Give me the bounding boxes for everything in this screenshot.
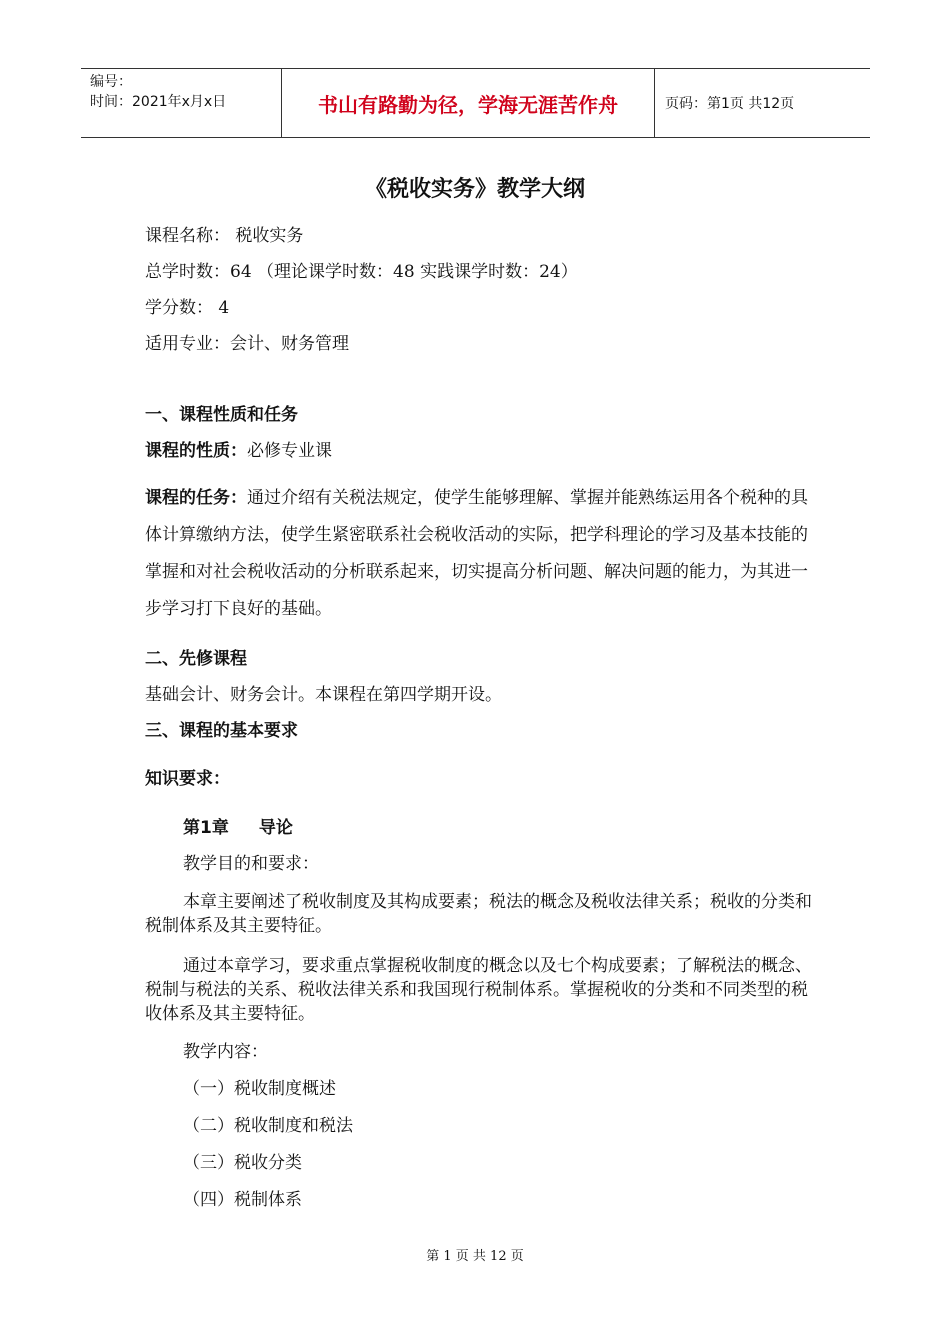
document-time: 时间：2021年x月x日 <box>90 94 227 110</box>
task-text: 通过介绍有关税法规定，使学生能够理解、掌握并能熟练运用各个税种的具体计算缴纳方法，使学生紧密联系社会税收活动的实际，把学科理论的学习及基本技能的掌握和对社会税收活动的分析联系起来，切实提高分析问题、解决问题的能力，为其进一步学习打下良好的基础。 <box>145 488 808 619</box>
nature-text: 必修专业课 <box>247 441 332 461</box>
nature-label: 课程的性质： <box>145 441 247 461</box>
header-meta <box>81 69 282 137</box>
section-heading-prereq: 二、先修课程 <box>145 649 247 669</box>
document-title: 《税收实务》教学大纲 <box>364 177 585 202</box>
prereq-text: 基础会计、财务会计。本课程在第四学期开设。 <box>145 685 502 705</box>
course-major: 适用专业：会计、财务管理 <box>145 334 349 354</box>
task-label: 课程的任务： <box>145 488 247 508</box>
knowledge-requirements: 知识要求： <box>145 769 230 789</box>
teaching-goal-label: 教学目的和要求： <box>183 854 319 874</box>
chapter-heading <box>183 817 293 839</box>
header-page-info: 页码：第1页 共12页 <box>665 96 795 112</box>
teaching-content-label: 教学内容： <box>183 1042 268 1062</box>
content-item: （四）税制体系 <box>183 1190 302 1210</box>
document-number: 编号： <box>90 74 132 90</box>
content-item: （二）税收制度和税法 <box>183 1116 353 1136</box>
section-heading-requirements: 三、课程的基本要求 <box>145 721 298 741</box>
chapter-paragraph-2: 通过本章学习，要求重点掌握税收制度的概念以及七个构成要素；了解税法的概念、税制与税法的关系、税收法律关系和我国现行税制体系。掌握税收的分类和不同类型的税收体系及其主要特征。 <box>145 956 812 1024</box>
page-header <box>81 68 870 138</box>
content-item: （一）税收制度概述 <box>183 1079 336 1099</box>
course-task <box>145 480 815 628</box>
course-nature <box>145 440 332 462</box>
header-motto: 书山有路勤为径，学海无涯苦作舟 <box>282 69 655 137</box>
content-item: （三）税收分类 <box>183 1153 302 1173</box>
section-heading-nature: 一、课程性质和任务 <box>145 405 298 425</box>
course-credits: 学分数： 4 <box>145 298 230 318</box>
chapter-number: 第1章 <box>183 818 229 838</box>
course-hours: 总学时数：64 （理论课学时数：48 实践课学时数：24） <box>145 262 578 282</box>
page-footer: 第 1 页 共 12 页 <box>426 1249 524 1264</box>
chapter-title: 导论 <box>258 818 293 838</box>
course-name: 课程名称： 税收实务 <box>145 226 304 246</box>
chapter-paragraph-1: 本章主要阐述了税收制度及其构成要素；税法的概念及税收法律关系；税收的分类和税制体系及其主要特征。 <box>145 892 812 936</box>
